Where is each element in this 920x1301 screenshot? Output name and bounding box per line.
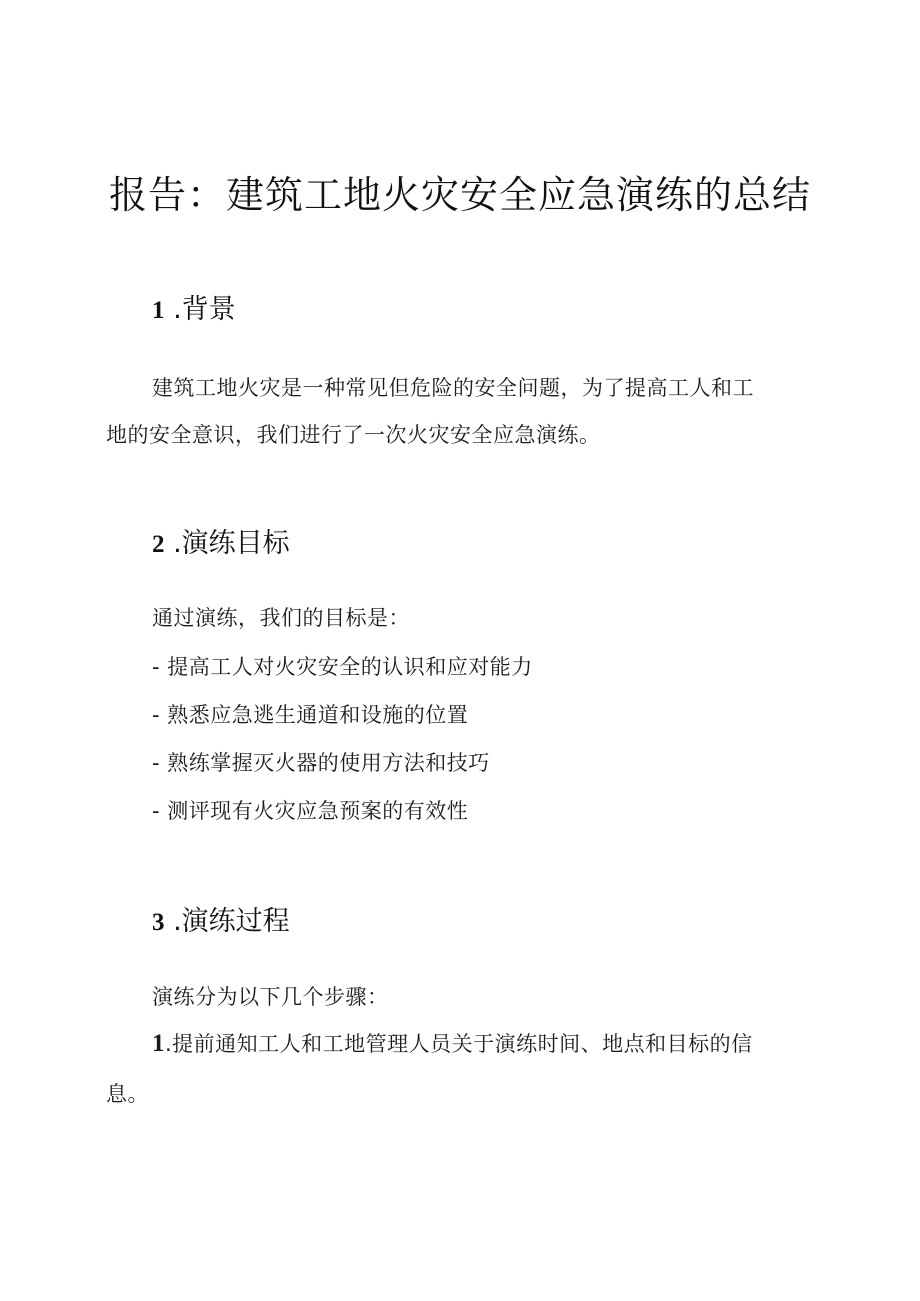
section-2-intro: 通过演练，我们的目标是： — [152, 606, 410, 630]
section-1-paragraph-line-1: 建筑工地火灾是一种常见但危险的安全问题，为了提高工人和工 — [152, 376, 754, 400]
section-title: .演练过程 — [173, 906, 290, 937]
page-title: 报告：建筑工地火灾安全应急演练的总结 — [108, 173, 811, 217]
step-number: 1 — [152, 1030, 165, 1057]
section-number: 2 — [152, 531, 165, 558]
section-3-heading — [152, 904, 290, 941]
step-text: .提前通知工人和工地管理人员关于演练时间、地点和目标的信 — [165, 1032, 753, 1056]
section-3-intro: 演练分为以下几个步骤： — [152, 985, 389, 1009]
list-item: - 熟练掌握灭火器的使用方法和技巧 — [152, 751, 490, 775]
step-item-line-1 — [152, 1030, 753, 1058]
step-item-line-2: 息。 — [106, 1082, 149, 1106]
section-title: .背景 — [173, 294, 236, 325]
section-title: .演练目标 — [173, 528, 290, 559]
list-item: - 测评现有火灾应急预案的有效性 — [152, 799, 469, 823]
list-item: - 熟悉应急逃生通道和设施的位置 — [152, 703, 469, 727]
list-item: - 提高工人对火灾安全的认识和应对能力 — [152, 655, 533, 679]
section-2-heading — [152, 526, 290, 563]
section-number: 1 — [152, 297, 165, 324]
section-1-paragraph-line-2: 地的安全意识，我们进行了一次火灾安全应急演练。 — [106, 423, 601, 447]
section-1-heading — [152, 292, 236, 329]
section-number: 3 — [152, 909, 165, 936]
